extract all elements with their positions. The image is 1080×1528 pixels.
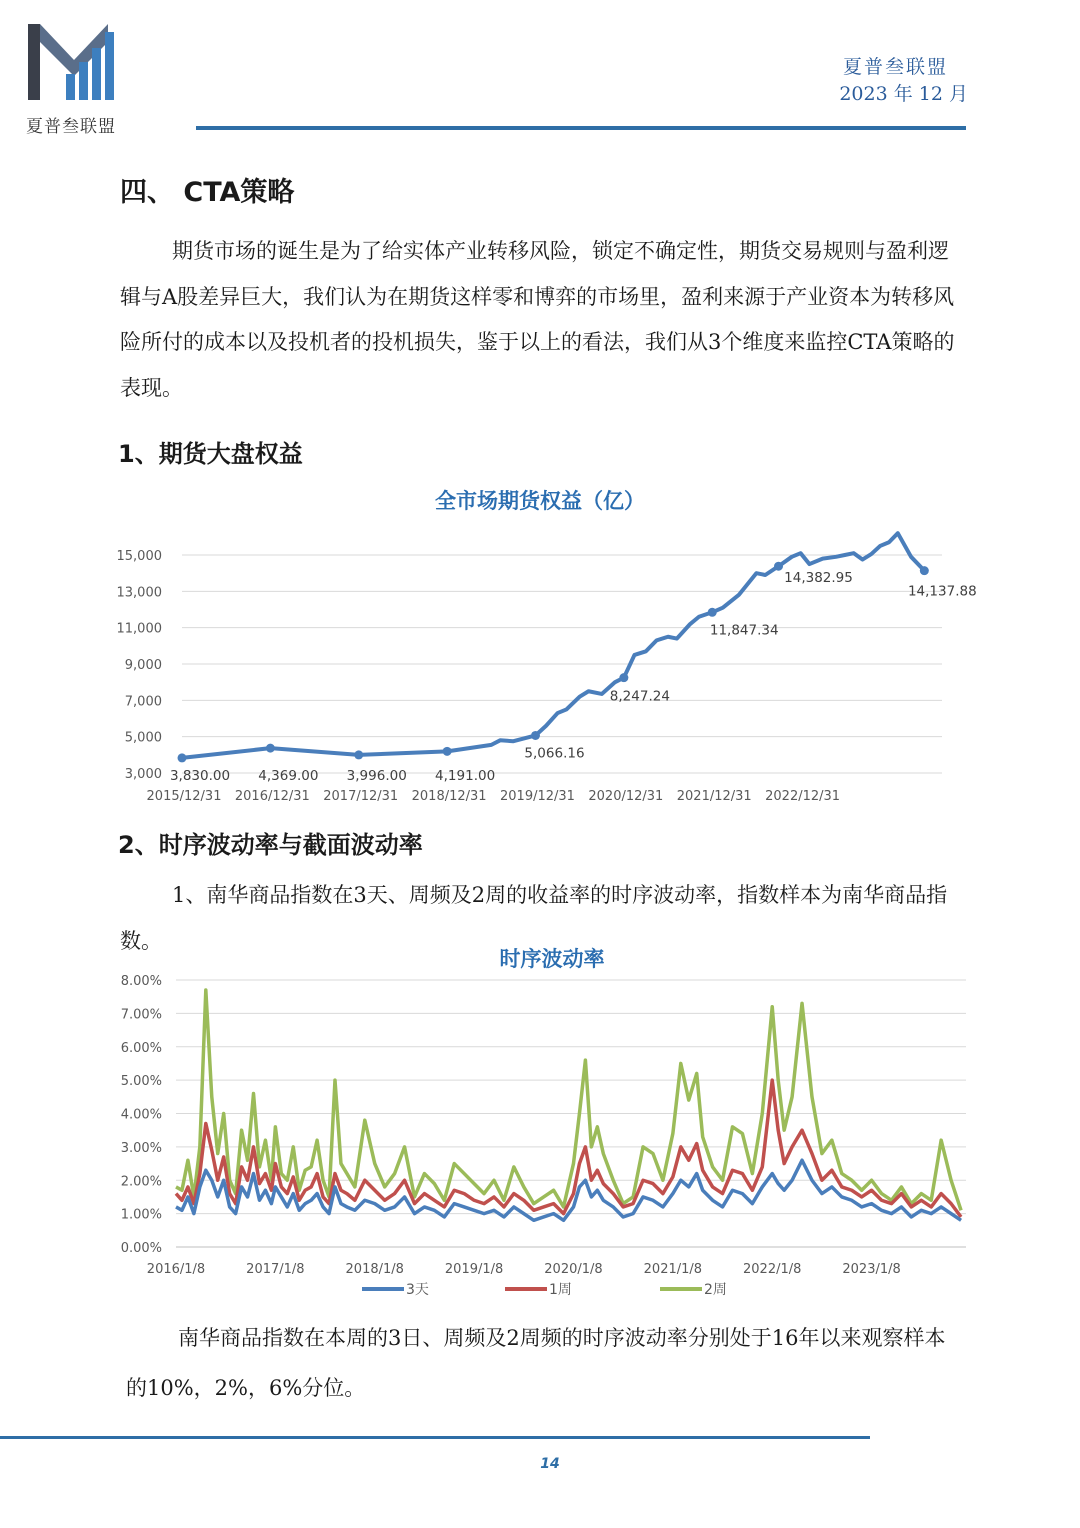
y-tick-label: 7,000 — [124, 694, 162, 710]
x-tick-label: 2020/1/8 — [544, 1262, 603, 1277]
y-tick-label: 4.00% — [120, 1107, 162, 1123]
y-tick-label: 7.00% — [120, 1007, 162, 1023]
chart-title: 全市场期货权益（亿） — [435, 489, 645, 513]
data-label: 11,847.34 — [709, 622, 779, 639]
y-tick-label: 13,000 — [116, 585, 162, 601]
data-point — [354, 750, 363, 759]
legend-label: 2周 — [704, 1282, 727, 1298]
data-point — [619, 673, 628, 682]
data-label: 14,382.95 — [784, 570, 853, 587]
y-tick-label: 6.00% — [120, 1040, 162, 1056]
x-tick-label: 2018/12/31 — [411, 789, 487, 804]
y-tick-label: 11,000 — [116, 621, 162, 637]
x-tick-label: 2018/1/8 — [345, 1262, 404, 1277]
y-tick-label: 3.00% — [120, 1140, 162, 1156]
legend-label: 1周 — [549, 1282, 572, 1298]
data-label: 4,191.00 — [435, 768, 496, 784]
y-tick-label: 3,000 — [124, 767, 162, 782]
data-point — [178, 753, 187, 762]
data-label: 4,369.00 — [258, 768, 319, 784]
legend-label: 3天 — [406, 1282, 429, 1298]
x-tick-label: 2022/12/31 — [765, 789, 841, 804]
section-heading: 四、 CTA策略 — [120, 177, 295, 208]
subsection-heading-2: 2、时序波动率与截面波动率 — [118, 831, 423, 859]
y-tick-label: 2.00% — [120, 1174, 162, 1190]
percentile-paragraph: 南华商品指数在本周的3日、周频及2周频的时序波动率分别处于16年以来观察样本的10%，2%，6%分位。 — [126, 1326, 946, 1400]
x-tick-label: 2015/12/31 — [146, 789, 222, 804]
x-tick-label: 2019/1/8 — [444, 1262, 504, 1277]
volatility-chart — [110, 940, 980, 1305]
subsection-heading-1: 1、期货大盘权益 — [118, 440, 303, 468]
y-tick-label: 5,000 — [124, 730, 162, 746]
y-tick-label: 8.00% — [120, 974, 162, 989]
equity-series-line — [182, 533, 924, 758]
header-divider — [196, 126, 966, 130]
chart-title: 时序波动率 — [499, 947, 605, 971]
data-label: 3,830.00 — [169, 768, 231, 784]
data-label: 5,066.16 — [524, 745, 585, 762]
data-point — [774, 562, 783, 571]
data-point — [708, 608, 717, 617]
data-point — [266, 744, 275, 753]
data-label: 3,996.00 — [346, 768, 407, 784]
equity-chart — [110, 480, 990, 810]
logo-text: 夏普叁联盟 — [26, 117, 116, 137]
y-tick-label: 15,000 — [116, 549, 162, 564]
x-tick-label: 2017/1/8 — [246, 1262, 305, 1277]
x-tick-label: 2022/1/8 — [743, 1262, 802, 1277]
data-point — [531, 731, 540, 740]
y-tick-label: 5.00% — [120, 1074, 162, 1090]
y-tick-label: 1.00% — [120, 1207, 162, 1223]
volatility-paragraph: 1、南华商品指数在3天、周频及2周的收益率的时序波动率，指数样本为南华商品指数。 — [120, 883, 948, 953]
x-tick-label: 2017/12/31 — [323, 789, 399, 804]
data-label: 14,137.88 — [907, 583, 977, 600]
intro-paragraph: 期货市场的诞生是为了给实体产业转移风险，锁定不确定性，期货交易规则与盈利逻辑与A股差异巨大，我们认为在期货这样零和博弈的市场里，盈利来源于产业资本为转移风险所付的成本以及投机者的投机损失，鉴于以上的看法，我们从3个维度来监控CTA策略的表现。 — [120, 239, 955, 400]
y-tick-label: 0.00% — [120, 1241, 162, 1256]
header-date: 2023 年 12 月 — [839, 83, 968, 105]
page-number: 14 — [540, 1456, 560, 1472]
x-tick-label: 2020/12/31 — [588, 789, 664, 804]
footer-divider — [0, 1436, 870, 1439]
header-org: 夏普叁联盟 — [842, 56, 948, 78]
data-label: 8,247.24 — [609, 688, 670, 705]
x-tick-label: 2021/12/31 — [676, 789, 752, 804]
x-tick-label: 2019/12/31 — [500, 789, 575, 804]
logo-mark — [26, 22, 122, 102]
data-point — [920, 566, 929, 575]
x-tick-label: 2021/1/8 — [643, 1262, 703, 1277]
y-tick-label: 9,000 — [124, 658, 162, 673]
data-point — [443, 747, 452, 756]
x-tick-label: 2023/1/8 — [842, 1262, 901, 1277]
x-tick-label: 2016/12/31 — [234, 789, 310, 804]
x-tick-label: 2016/1/8 — [146, 1262, 206, 1277]
